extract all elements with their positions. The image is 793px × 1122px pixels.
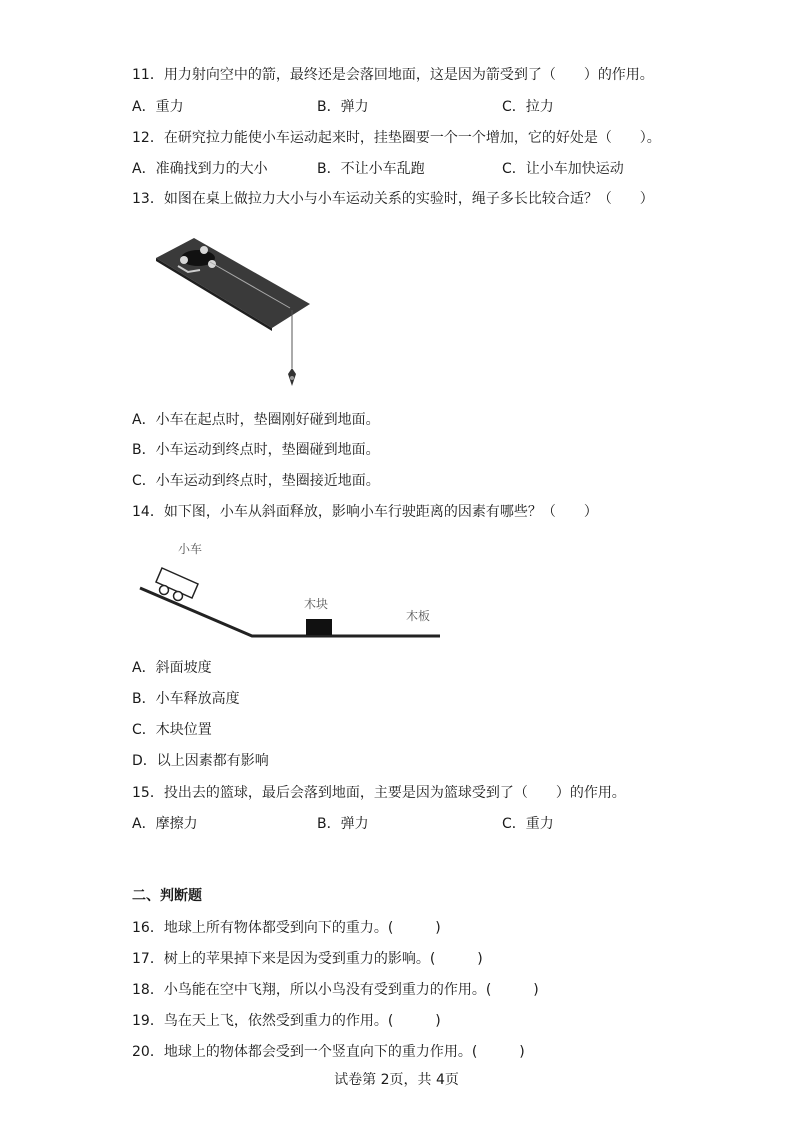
table-top <box>156 238 310 328</box>
car-label: 小车 <box>178 542 203 556</box>
question-14-stem: 14．如下图，小车从斜面释放，影响小车行驶距离的因素有哪些？（ ） <box>132 504 598 520</box>
table-pull-experiment-figure <box>150 236 320 392</box>
judgment-item-20: 20．地球上的物体都会受到一个竖直向下的重力作用。( ) <box>132 1044 525 1060</box>
board-label: 木板 <box>406 609 431 623</box>
section-title: 二、判断题 <box>132 888 202 904</box>
option-a: A．重力 <box>132 99 184 115</box>
question-13-option-a: A．小车在起点时，垫圈刚好碰到地面。 <box>132 412 380 428</box>
option-b: B．弹力 <box>317 816 369 832</box>
incline-ramp-figure <box>134 540 446 645</box>
option-a: A．摩擦力 <box>132 816 198 832</box>
question-14-option-d: D．以上因素都有影响 <box>132 753 269 769</box>
question-11-options <box>132 98 692 116</box>
question-13-option-b: B．小车运动到终点时，垫圈碰到地面。 <box>132 442 380 458</box>
block-label: 木块 <box>304 597 329 611</box>
option-a: A．准确找到力的大小 <box>132 161 268 177</box>
car-icon <box>156 568 198 601</box>
question-11-stem: 11．用力射向空中的箭，最终还是会落回地面，这是因为箭受到了（ ）的作用。 <box>132 67 654 83</box>
question-14-option-c: C．木块位置 <box>132 722 212 738</box>
wood-block <box>306 619 332 635</box>
question-12-options <box>132 160 692 178</box>
judgment-item-16: 16．地球上所有物体都受到向下的重力。( ) <box>132 920 441 936</box>
question-14-option-a: A．斜面坡度 <box>132 660 212 676</box>
option-c: C．重力 <box>502 816 554 832</box>
option-c: C．让小车加快运动 <box>502 161 624 177</box>
option-b: B．弹力 <box>317 99 369 115</box>
judgment-item-19: 19．鸟在天上飞，依然受到重力的作用。( ) <box>132 1013 441 1029</box>
judgment-item-18: 18．小鸟能在空中飞翔，所以小鸟没有受到重力的作用。( ) <box>132 982 539 998</box>
option-c: C．拉力 <box>502 99 554 115</box>
washer-weight-icon <box>288 368 296 386</box>
question-15-stem: 15．投出去的篮球，最后会落到地面，主要是因为篮球受到了（ ）的作用。 <box>132 785 626 801</box>
question-12-stem: 12．在研究拉力能使小车运动起来时，挂垫圈要一个一个增加，它的好处是（ ）。 <box>132 130 661 146</box>
question-14-option-b: B．小车释放高度 <box>132 691 240 707</box>
judgment-item-17: 17．树上的苹果掉下来是因为受到重力的影响。( ) <box>132 951 483 967</box>
question-13-option-c: C．小车运动到终点时，垫圈接近地面。 <box>132 473 380 489</box>
question-15-options <box>132 815 692 833</box>
page-footer: 试卷第 2页，共 4页 <box>334 1072 459 1088</box>
option-b: B．不让小车乱跑 <box>317 161 425 177</box>
question-13-stem: 13．如图在桌上做拉力大小与小车运动关系的实验时，绳子多长比较合适？（ ） <box>132 191 654 207</box>
